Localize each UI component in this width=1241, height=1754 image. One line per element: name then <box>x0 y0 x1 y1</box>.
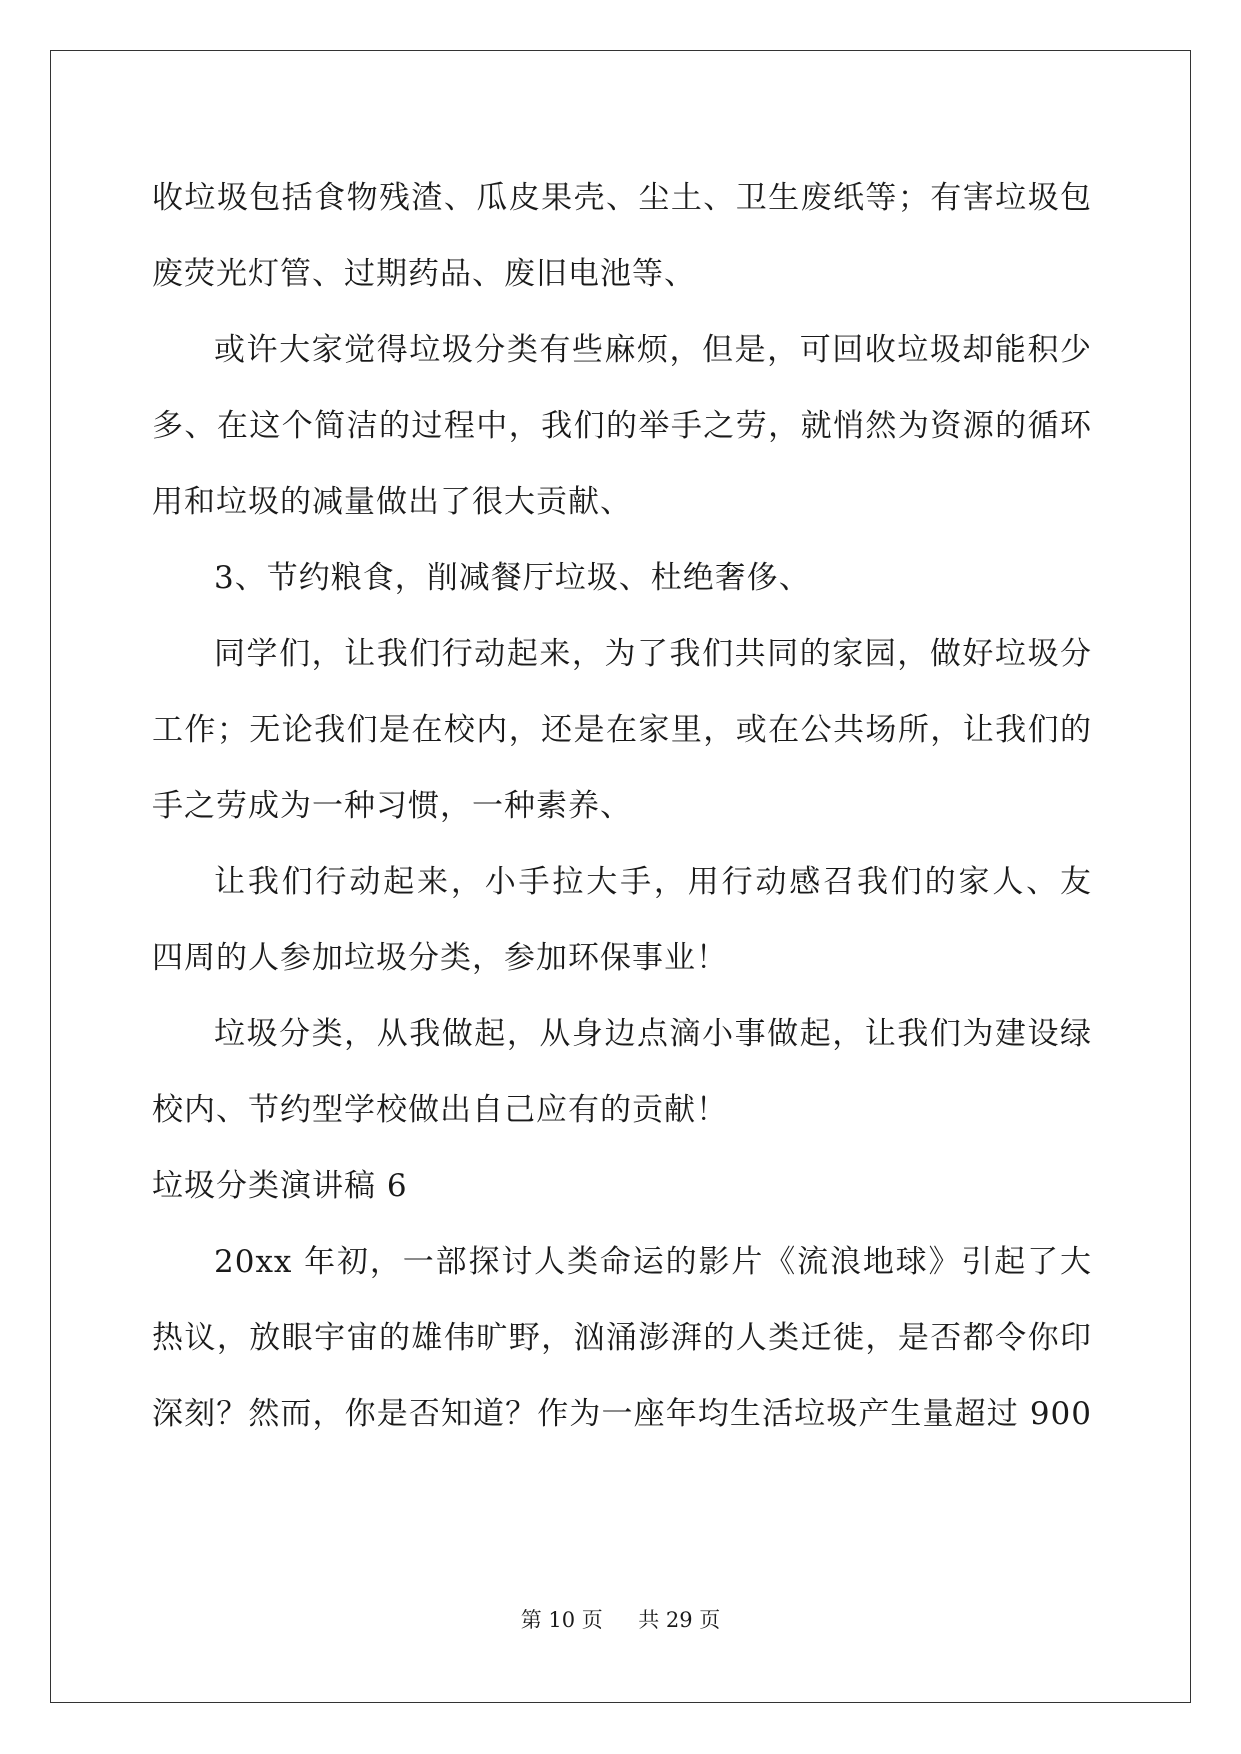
text-line: 让我们行动起来，小手拉大手，用行动感召我们的家人、友 <box>214 864 1092 900</box>
text-line: 垃圾分类，从我做起，从身边点滴小事做起，让我们为建设绿 <box>214 1016 1092 1052</box>
text-line: 热议，放眼宇宙的雄伟旷野，汹涌澎湃的人类迁徙，是否都令你印 <box>152 1320 1092 1356</box>
text-line: 3、节约粮食，削减餐厅垃圾、杜绝奢侈、 <box>214 560 811 596</box>
text-line: 四周的人参加垃圾分类，参加环保事业！ <box>152 940 728 976</box>
text-line: 20xx 年初，一部探讨人类命运的影片《流浪地球》引起了大 <box>214 1244 1092 1280</box>
text-line: 同学们，让我们行动起来，为了我们共同的家园，做好垃圾分 <box>214 636 1092 672</box>
text-line: 校内、节约型学校做出自己应有的贡献！ <box>152 1092 728 1128</box>
total-pages-label: 共 29 页 <box>638 1608 721 1632</box>
text-line: 收垃圾包括食物残渣、瓜皮果壳、尘土、卫生废纸等；有害垃圾包 <box>152 180 1092 216</box>
current-page-label: 第 10 页 <box>520 1608 603 1632</box>
text-line: 手之劳成为一种习惯，一种素养、 <box>152 788 632 824</box>
text-line: 垃圾分类演讲稿 6 <box>152 1168 408 1204</box>
page-footer <box>0 1604 1241 1634</box>
text-line: 或许大家觉得垃圾分类有些麻烦，但是，可回收垃圾却能积少 <box>214 332 1092 368</box>
text-line: 多、在这个简洁的过程中，我们的举手之劳，就悄然为资源的循环 <box>152 408 1092 444</box>
document-body <box>152 160 1092 1452</box>
text-line: 深刻？然而，你是否知道？作为一座年均生活垃圾产生量超过 900 <box>152 1396 1092 1432</box>
text-line: 工作；无论我们是在校内，还是在家里，或在公共场所，让我们的 <box>152 712 1092 748</box>
text-line: 用和垃圾的减量做出了很大贡献、 <box>152 484 632 520</box>
text-line: 废荧光灯管、过期药品、废旧电池等、 <box>152 256 696 292</box>
